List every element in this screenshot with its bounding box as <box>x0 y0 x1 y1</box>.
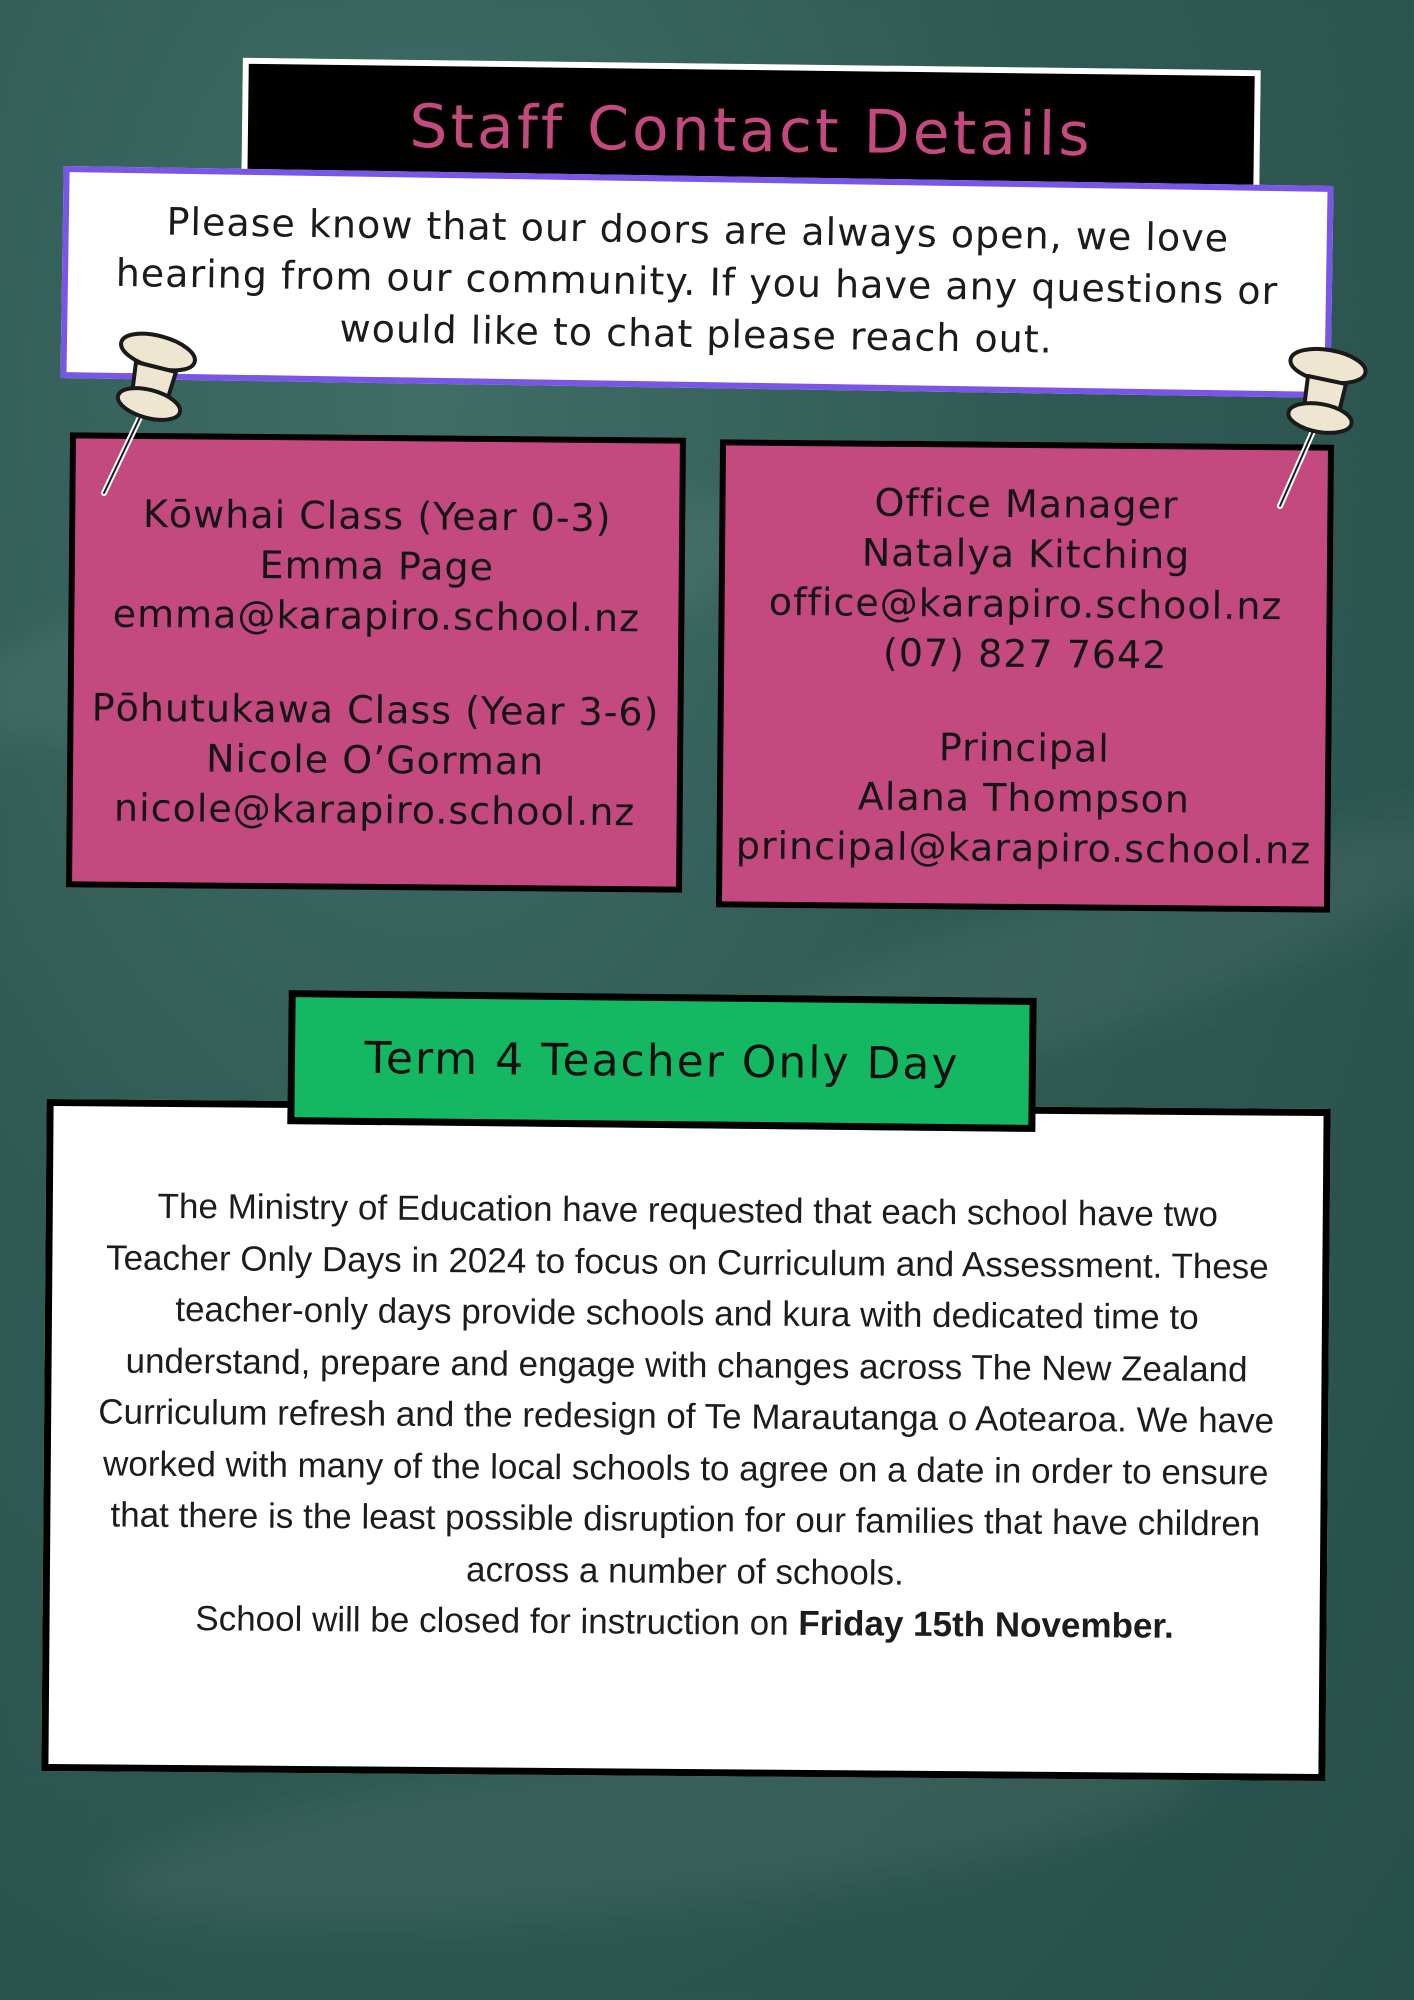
closure-date: Friday 15th November. <box>798 1603 1174 1646</box>
contact-role: Office Manager <box>874 480 1179 528</box>
contact-role: Pōhutukawa Class (Year 3-6) <box>91 685 660 734</box>
intro-text: Please know that our doors are always open, we love hearing from our community. If you have any questions or would like to chat please reach out. <box>115 199 1279 362</box>
contact-name: Natalya Kitching <box>861 530 1191 578</box>
contact-name: Emma Page <box>259 542 495 589</box>
term-banner <box>287 990 1036 1132</box>
contact-name: Alana Thompson <box>857 774 1191 822</box>
contact-group-office-manager <box>724 476 1328 681</box>
contact-phone[interactable]: (07) 827 7642 <box>882 630 1168 678</box>
contact-card-office <box>716 439 1334 912</box>
contact-group-kowhai <box>74 488 679 643</box>
contact-email[interactable]: principal@karapiro.school.nz <box>735 823 1312 873</box>
contact-email[interactable]: emma@karapiro.school.nz <box>112 591 641 640</box>
contact-name: Nicole O’Gorman <box>205 736 545 783</box>
intro-box <box>60 166 1333 398</box>
page-title: Staff Contact Details <box>408 91 1094 171</box>
contact-email[interactable]: office@karapiro.school.nz <box>768 579 1283 629</box>
closure-prefix: School will be closed for instruction on <box>195 1599 799 1643</box>
push-pin-icon <box>92 328 202 498</box>
contact-role: Kōwhai Class (Year 0-3) <box>142 491 612 540</box>
push-pin-icon <box>1262 344 1372 514</box>
contact-role: Principal <box>938 725 1111 771</box>
body-text: The Ministry of Education have requested that each school have two Teacher Only Days in 2024 to focus on Curriculum and Assessment. These teacher-only days provide schools and kura with dedicated time to understand, prepare and engage with changes across The New Zealand Curriculum refresh and the redesign of Te Marautanga o Aotearoa. We have worked with many of the local schools to agree on a date in order to ensure that there is the least possible disruption for our families that have children across a number of schools. <box>98 1186 1275 1593</box>
contact-group-pohutukawa <box>73 682 678 837</box>
teacher-only-day-box <box>41 1099 1330 1781</box>
term-title: Term 4 Teacher Only Day <box>364 1032 960 1090</box>
contact-card-classes <box>66 432 686 892</box>
contact-email[interactable]: nicole@karapiro.school.nz <box>113 785 636 834</box>
teacher-only-day-body <box>89 1180 1283 1653</box>
contact-group-principal <box>722 720 1325 875</box>
